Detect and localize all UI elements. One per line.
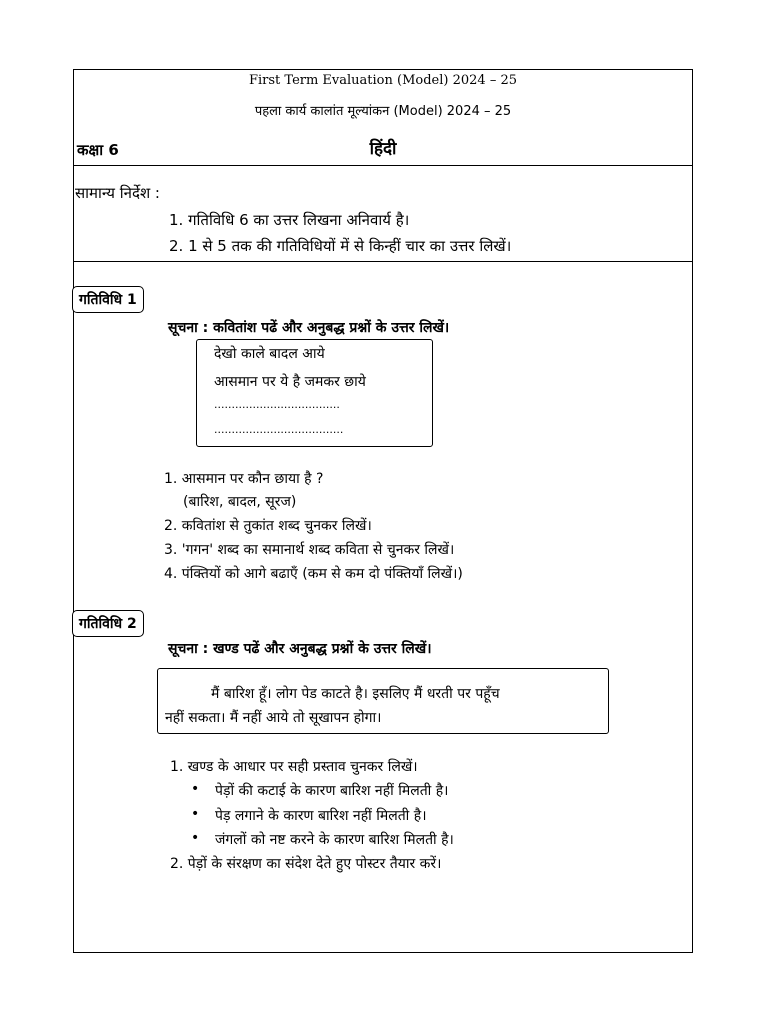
instruction-item: 1. गतिविधि 6 का उत्तर लिखना अनिवार्य है। bbox=[169, 211, 410, 229]
bullet: • bbox=[191, 830, 200, 846]
bullet: • bbox=[191, 806, 200, 822]
divider bbox=[74, 165, 692, 166]
option-item: पेड़ लगाने के कारण बारिश नहीं मिलती है। bbox=[215, 808, 427, 824]
exam-title-english: First Term Evaluation (Model) 2024 – 25 bbox=[248, 73, 517, 88]
divider bbox=[74, 261, 692, 262]
activity-1-instruction: सूचना : कवितांश पढें और अनुबद्ध प्रश्नों के उत्तर लिखें। bbox=[168, 320, 450, 336]
exam-sheet bbox=[73, 69, 693, 953]
exam-title-hindi: पहला कार्य कालांत मूल्यांकन (Model) 2024 – 25 bbox=[254, 104, 512, 119]
question: 2. कवितांश से तुकांत शब्द चुनकर लिखें। bbox=[164, 518, 372, 534]
activity-2-instruction: सूचना : खण्ड पढें और अनुबद्ध प्रश्नों के उत्तर लिखें। bbox=[168, 641, 432, 657]
question: 4. पंक्तियों को आगे बढाएँ (कम से कम दो पंक्तियाँ लिखें।) bbox=[164, 566, 463, 582]
question: 1. खण्ड के आधार पर सही प्रस्ताव चुनकर लिखें। bbox=[170, 759, 418, 775]
passage-line: नहीं सकता। मैं नहीं आये तो सूखापन होगा। bbox=[165, 710, 382, 726]
question: 1. आसमान पर कौन छाया है ? bbox=[164, 471, 324, 487]
passage-line: मैं बारिश हूँ। लोग पेड काटते है। इसलिए मैं धरती पर पहूँच bbox=[211, 686, 500, 702]
poem-line: ..................................... bbox=[214, 423, 344, 436]
poem-line: देखो काले बादल आये bbox=[214, 346, 325, 362]
poem-line: .................................... bbox=[214, 398, 340, 411]
bullet: • bbox=[191, 781, 200, 797]
poem-line: आसमान पर ये है जमकर छाये bbox=[214, 374, 366, 390]
activity-2-label: गतिविधि 2 bbox=[72, 610, 144, 637]
class-label: कक्षा 6 bbox=[77, 141, 119, 159]
activity-1-label: गतिविधि 1 bbox=[72, 286, 144, 313]
option-item: पेड़ों की कटाई के कारण बारिश नहीं मिलती है। bbox=[215, 783, 449, 799]
question-options: (बारिश, बादल, सूरज) bbox=[183, 494, 297, 510]
question: 3. 'गगन' शब्द का समानार्थ शब्द कविता से चुनकर लिखें। bbox=[164, 542, 455, 558]
instruction-item: 2. 1 से 5 तक की गतिविधियों में से किन्हीं चार का उत्तर लिखें। bbox=[169, 237, 512, 255]
option-item: जंगलों को नष्ट करने के कारण बारिश मिलती है। bbox=[215, 832, 454, 848]
general-instructions-title: सामान्य निर्देश : bbox=[75, 184, 160, 202]
subject-title: हिंदी bbox=[369, 139, 397, 159]
question: 2. पेड़ों के संरक्षण का संदेश देते हुए पोस्टर तैयार करें। bbox=[170, 856, 442, 872]
